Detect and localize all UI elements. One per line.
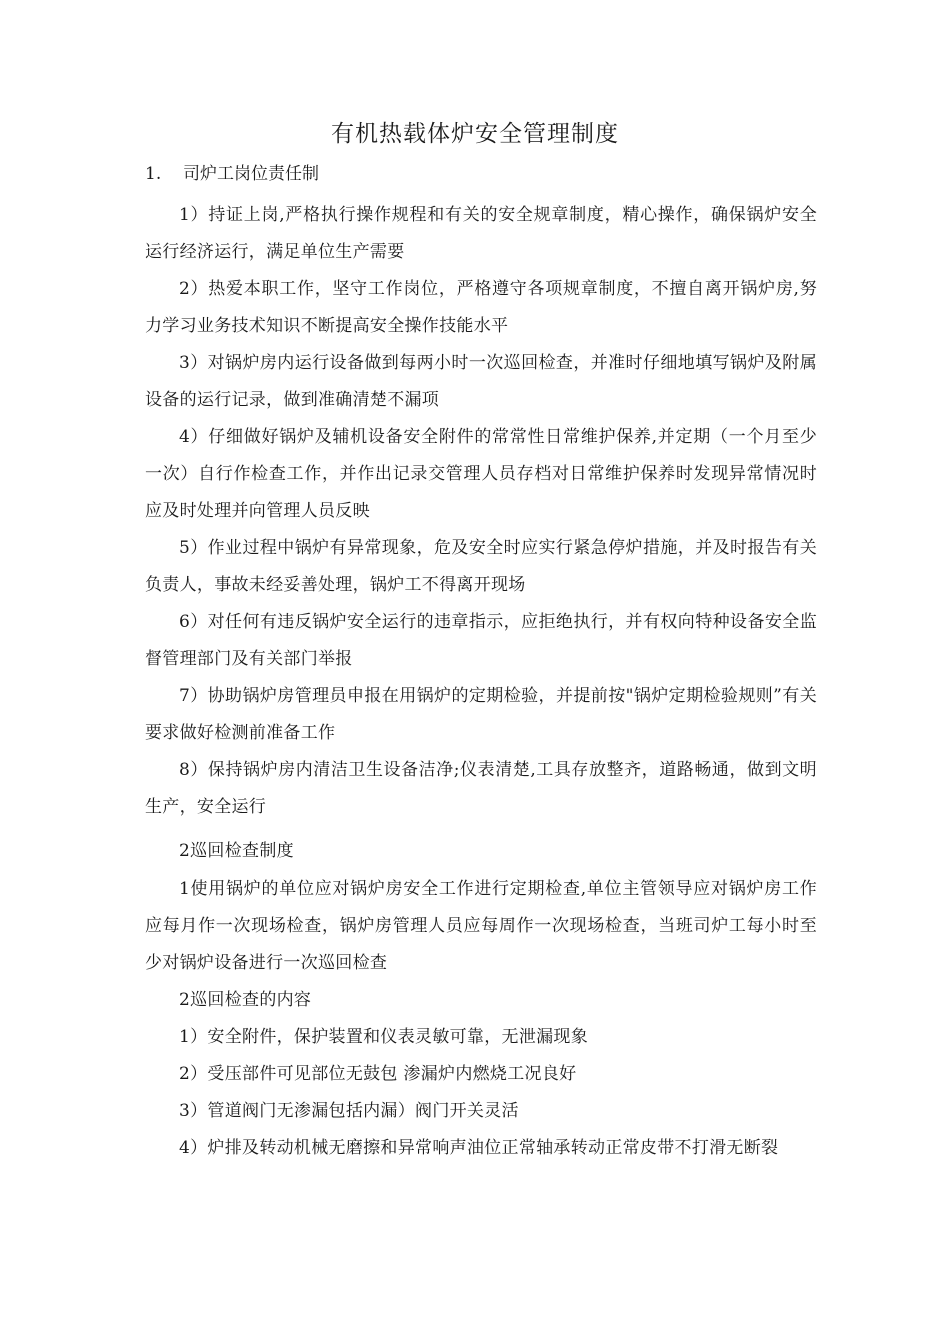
inspection-content-heading: 2巡回检查的内容: [179, 990, 312, 1010]
section-heading: [145, 159, 319, 189]
inspection-rule-1: 1使用锅炉的单位应对锅炉房安全工作进行定期检查,单位主管领导应对锅炉房工作应每月作一次现场检查，锅炉房管理人员应每周作一次现场检查，当班司炉工每小时至少对锅炉设备进行一次巡回检查: [145, 879, 817, 973]
inspection-item-3: 3）管道阀门无渗漏包括内漏）阀门开关灵活: [179, 1101, 519, 1121]
document-title: 有机热载体炉安全管理制度: [331, 121, 619, 147]
duty-item-2: 2）热爱本职工作，坚守工作岗位，严格遵守各项规章制度，不擅自离开锅炉房,努力学习业务技术知识不断提高安全操作技能水平: [145, 279, 817, 336]
duty-item-8: 8）保持锅炉房内清洁卫生设备洁净;仪表清楚,工具存放整齐，道路畅通，做到文明生产，安全运行: [145, 760, 817, 817]
inspection-item-4: 4）炉排及转动机械无磨擦和异常响声油位正常轴承转动正常皮带不打滑无断裂: [179, 1138, 779, 1158]
duty-item-7: 7）协助锅炉房管理员申报在用锅炉的定期检验，并提前按"锅炉定期检验规则”有关要求做好检测前准备工作: [145, 686, 817, 743]
duty-item-6: 6）对任何有违反锅炉安全运行的违章指示，应拒绝执行，并有权向特种设备安全监督管理部门及有关部门举报: [145, 612, 817, 669]
section-2-heading: 2巡回检查制度: [179, 841, 294, 861]
duty-item-4: 4）仔细做好锅炉及辅机设备安全附件的常常性日常维护保养,并定期（一个月至少一次）自行作检查工作，并作出记录交管理人员存档对日常维护保养时发现异常情况时应及时处理并向管理人员反映: [145, 427, 817, 521]
section-heading-text: 司炉工岗位责任制: [183, 164, 319, 184]
duty-item-5: 5）作业过程中锅炉有异常现象，危及安全时应实行紧急停炉措施，并及时报告有关负责人，事故未经妥善处理，锅炉工不得离开现场: [145, 538, 817, 595]
duty-item-3: 3）对锅炉房内运行设备做到每两小时一次巡回检查，并准时仔细地填写锅炉及附属设备的运行记录，做到准确清楚不漏项: [145, 353, 817, 410]
duty-item-1: 1）持证上岗,严格执行操作规程和有关的安全规章制度，精心操作，确保锅炉安全运行经济运行，满足单位生产需要: [145, 205, 817, 262]
inspection-item-2: 2）受压部件可见部位无鼓包 渗漏炉内燃烧工况良好: [179, 1064, 577, 1084]
inspection-item-1: 1）安全附件，保护装置和仪表灵敏可靠，无泄漏现象: [179, 1027, 589, 1047]
section-number: 1.: [145, 164, 162, 184]
